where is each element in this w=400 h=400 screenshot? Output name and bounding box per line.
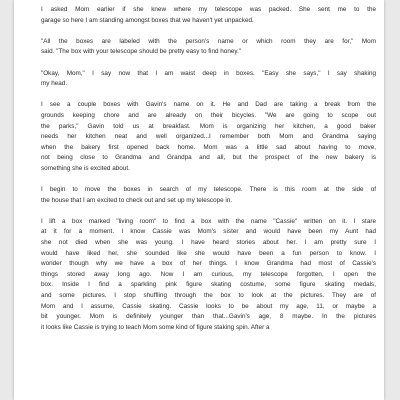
text-line: something she is excited about. bbox=[41, 164, 130, 172]
text-line: grounds keeping chore and are already on their bicycles. "We are going to scope out bbox=[41, 111, 376, 119]
text-line: Mom and I assume, Cassie skating. Cassie looks to be about my age, 11, or maybe a bbox=[41, 302, 376, 310]
paragraph bbox=[41, 185, 376, 206]
text-line: wonder though why we have a box of her things. I know Grandma had most of Cassie's bbox=[41, 260, 376, 268]
text-line: she not died when she was young. I have heard stories about her. I am pretty sure I bbox=[41, 239, 376, 247]
text-line: not being close to Grandma and Grandpa and all, but the prospect of the new bakery is bbox=[41, 154, 376, 162]
text-line: bit younger. Mom is definitely younger than that...Gavin's age, 8 maybe. In the pictures bbox=[41, 313, 376, 321]
text-line: garage so here I am standing amongst boxes that we haven't yet unpacked. bbox=[41, 16, 254, 24]
text-line: the parks," Gavin told us at breakfast. Mom is organizing her kitchen, a good baker bbox=[41, 122, 376, 130]
text-line: my head. bbox=[41, 80, 68, 88]
text-line: said. "The box with your telescope should be pretty easy to find honey." bbox=[41, 48, 242, 56]
text-line: "Okay, Mom," I say now that I am waist deep in boxes. "Easy she says," I say shaking bbox=[41, 69, 376, 77]
text-line: I begin to move the boxes in search of my telescope. There is this room at the side of bbox=[41, 186, 376, 194]
text-line: "All the boxes are labeled with the person's name or which room they are for," Mom bbox=[41, 37, 376, 45]
document-body bbox=[41, 5, 376, 344]
text-line: would have liked her, she sounded like she would have been a fun person to know. I bbox=[41, 249, 376, 257]
text-line: needs her kitchen neat and well organized...I remember both Mom and Grandma saying bbox=[41, 133, 376, 141]
paragraph bbox=[41, 37, 376, 58]
paragraph bbox=[41, 5, 376, 26]
text-line: I asked Mom earlier if she knew where my telescope was packed. She sent me to the bbox=[41, 6, 376, 13]
text-line: box. Inside I find a sparkling pink figure skating costume, some figure skating medals, bbox=[41, 281, 376, 289]
paragraph bbox=[41, 100, 376, 174]
text-line: I lift a box marked "living room" to find a box with the name "Cassie" written on it. I stare bbox=[41, 217, 376, 225]
paragraph bbox=[41, 217, 376, 334]
paragraph bbox=[41, 69, 376, 90]
text-line: when the bakery first opened back home. Mom was a little sad about having to move, bbox=[41, 143, 376, 151]
text-line: the house that I am excited to check out and set up my telescope in. bbox=[41, 196, 233, 204]
document-page bbox=[14, 0, 384, 400]
text-line: and some pictures. I stop shuffling through the box to look at the pictures. They are of bbox=[41, 292, 376, 300]
text-line: I see a couple boxes with Gavin's name on it. He and Dad are taking a break from the bbox=[41, 101, 376, 109]
text-line: things stored away long ago. Now I am curious, my telescope forgotten, I open the bbox=[41, 270, 376, 278]
text-line: at it for a moment. I know Cassie was Mom's sister and would have been my Aunt had bbox=[41, 228, 376, 236]
text-line: it looks like Cassie is trying to teach Mom some kind of figure staking spin. After a bbox=[41, 323, 270, 331]
